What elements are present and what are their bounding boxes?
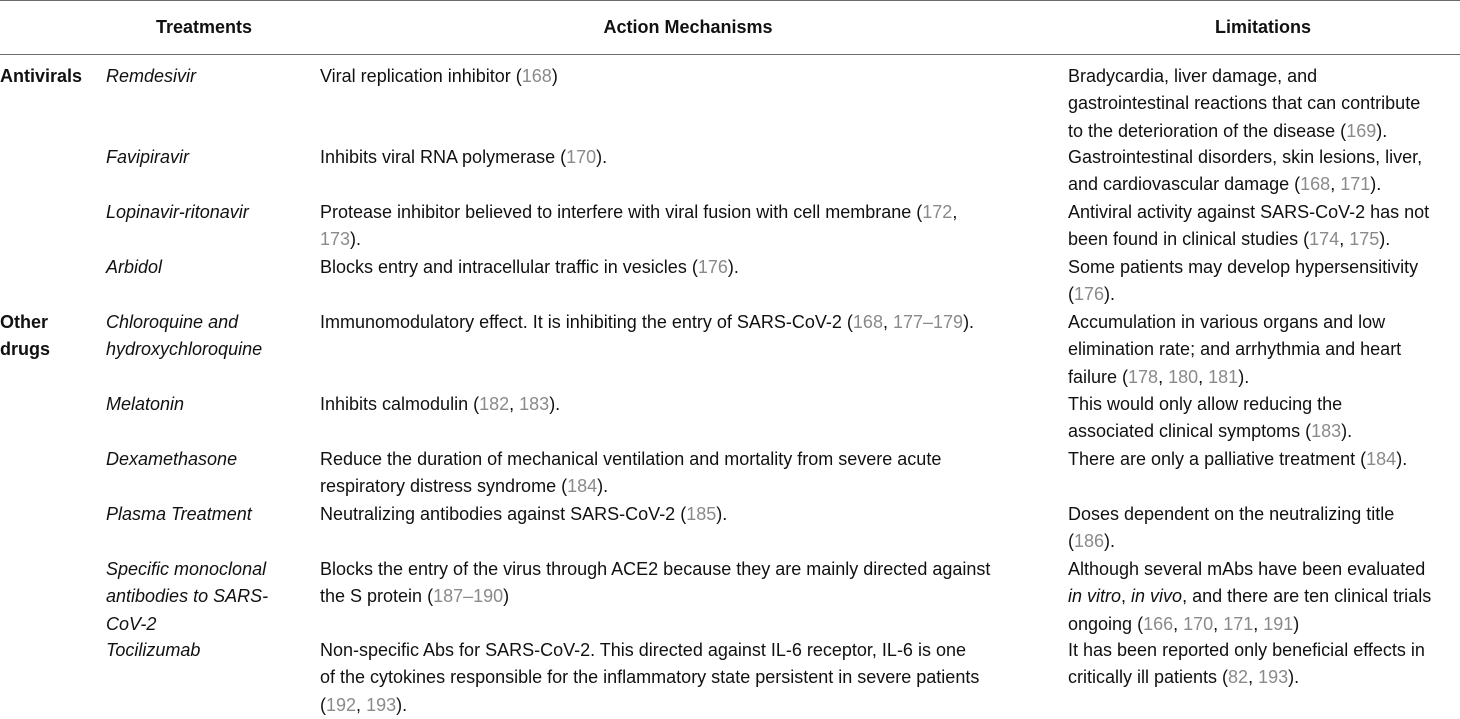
cell-line [106, 391, 184, 418]
cell-text: the S protein ( [320, 586, 434, 607]
cell-line [320, 63, 558, 90]
treatment-name [106, 391, 184, 418]
cell-text: CoV-2 [106, 613, 157, 634]
cell-text: in vivo [1131, 586, 1183, 607]
cell-text: Accumulation in various organs and low [1068, 312, 1386, 332]
cell-line [1068, 144, 1422, 171]
cell-text: Some patients may develop hypersensitivity [1068, 257, 1419, 277]
cell-line [1068, 63, 1420, 90]
cell-text: Dexamethasone [106, 449, 238, 469]
cell-text: to the deterioration of the disease ( [1068, 120, 1347, 141]
cell-line [106, 309, 262, 336]
treatment-name [106, 556, 268, 638]
cell-line [1068, 391, 1352, 418]
citation-ref[interactable]: 182 [479, 394, 510, 414]
cell-text: Neutralizing antibodies against SARS-CoV-2 ( [320, 504, 687, 524]
limitation [1068, 556, 1431, 638]
citation-ref[interactable]: 168 [1300, 174, 1331, 195]
cell-text: ) [503, 586, 510, 607]
cell-line [1068, 528, 1394, 555]
cell-line [320, 391, 560, 418]
cell-text: , [356, 694, 367, 715]
cell-line [1068, 556, 1431, 583]
cell-text: failure ( [1068, 366, 1129, 387]
cell-line [320, 446, 941, 473]
cell-line [106, 637, 200, 664]
cell-text: Non-specific Abs for SARS-CoV-2. This directed against IL-6 receptor, IL-6 is one [320, 640, 966, 660]
cell-text: ). [727, 257, 739, 277]
citation-ref[interactable]: 180 [1168, 366, 1199, 387]
cell-line [320, 309, 974, 336]
cell-line [1068, 118, 1420, 145]
action-mechanism [320, 446, 941, 501]
cell-line [320, 254, 739, 281]
cell-text: associated clinical symptoms ( [1068, 421, 1312, 442]
treatment-name [106, 254, 162, 281]
cell-text: Lopinavir-ritonavir [106, 202, 249, 222]
cell-text: Inhibits calmodulin ( [320, 394, 480, 414]
cell-text: Favipiravir [106, 147, 190, 167]
cell-text: , [1248, 667, 1259, 688]
action-mechanism [320, 254, 739, 281]
cell-line [1068, 637, 1425, 664]
cell-text: , [882, 312, 893, 332]
limitation [1068, 63, 1420, 145]
cell-line [1068, 446, 1407, 473]
cell-text: ). [1370, 174, 1382, 195]
cell-line [320, 199, 957, 226]
cell-line [320, 144, 607, 171]
cell-text: Inhibits viral RNA polymerase ( [320, 147, 567, 167]
treatment-name [106, 309, 262, 364]
cell-line [320, 501, 727, 528]
action-mechanism [320, 556, 990, 611]
cell-line [1068, 336, 1401, 363]
cell-text: ). [1341, 421, 1353, 442]
citation-ref[interactable]: 192 [326, 694, 357, 715]
limitation [1068, 637, 1425, 692]
cell-text: gastrointestinal reactions that can contribute [1068, 93, 1421, 114]
header-limitations: Limitations [1214, 17, 1311, 37]
cell-text: Melatonin [106, 394, 185, 414]
cell-text: Doses dependent on the neutralizing title [1068, 504, 1395, 524]
cell-text: , [1158, 366, 1169, 387]
cell-text: Blocks entry and intracellular traffic in vesicles ( [320, 257, 698, 277]
cell-text: ). [597, 476, 609, 497]
category-line: drugs [0, 339, 51, 360]
cell-text: This would only allow reducing the [1068, 394, 1343, 414]
citation-ref[interactable]: 184 [567, 476, 598, 497]
cell-text: , [1173, 613, 1184, 634]
cell-text: ). [1288, 667, 1300, 688]
citation-ref[interactable]: 181 [1208, 366, 1239, 387]
table-top-rule [0, 0, 1460, 1]
citation-ref[interactable]: 169 [1346, 120, 1377, 141]
citation-ref[interactable]: 172 [922, 202, 953, 222]
category-line: Antivirals [0, 66, 83, 86]
limitation [1068, 144, 1422, 199]
citation-ref[interactable]: 171 [1223, 613, 1254, 634]
category-label [0, 309, 50, 364]
cell-text: Arbidol [106, 257, 163, 277]
cell-text: Tocilizumab [106, 640, 201, 660]
action-mechanism [320, 144, 607, 171]
cell-text: ). [963, 312, 975, 332]
treatment-name [106, 446, 237, 473]
cell-line [1068, 664, 1425, 691]
citation-ref[interactable]: 82 [1228, 667, 1249, 688]
cell-line [320, 637, 979, 664]
cell-text: ). [1238, 366, 1250, 387]
citation-ref[interactable]: 193 [1258, 667, 1289, 688]
citation-ref[interactable]: 193 [366, 694, 397, 715]
cell-text: ( [1068, 531, 1074, 552]
cell-line [106, 254, 162, 281]
cell-text: , [509, 394, 520, 414]
treatment-name [106, 637, 200, 664]
cell-text: elimination rate; and arrhythmia and heart [1068, 339, 1402, 360]
cell-line [320, 226, 957, 253]
action-mechanism [320, 309, 974, 336]
citation-ref[interactable]: 168 [852, 312, 883, 332]
cell-text: Remdesivir [106, 66, 197, 86]
cell-text: Plasma Treatment [106, 504, 252, 524]
cell-text: Immunomodulatory effect. It is inhibiting the entry of SARS-CoV-2 ( [320, 312, 853, 332]
action-mechanism [320, 501, 727, 528]
cell-text: in vitro [1068, 586, 1122, 607]
cell-line [1068, 364, 1401, 391]
cell-line [106, 336, 262, 363]
citation-ref[interactable]: 186 [1074, 531, 1105, 552]
cell-text: ). [1379, 229, 1391, 250]
cell-line [320, 583, 990, 610]
cell-text: respiratory distress syndrome ( [320, 476, 568, 497]
citation-ref[interactable]: 171 [1340, 174, 1371, 195]
cell-text: ) [551, 66, 558, 86]
cell-line [1068, 199, 1429, 226]
cell-line [106, 199, 249, 226]
cell-text: , [1330, 174, 1341, 195]
cell-text: and cardiovascular damage ( [1068, 174, 1301, 195]
citation-ref[interactable]: 175 [1349, 229, 1380, 250]
cell-line [1068, 309, 1401, 336]
cell-line [106, 144, 189, 171]
header-bottom-rule [0, 54, 1460, 55]
cell-line [1068, 226, 1429, 253]
category-label [0, 63, 82, 90]
cell-text: It has been reported only beneficial effects in [1068, 640, 1425, 660]
cell-text: , [1339, 229, 1350, 250]
cell-text: Specific monoclonal [106, 559, 267, 579]
cell-text: ). [716, 504, 728, 524]
cell-text: Gastrointestinal disorders, skin lesions, liver, [1068, 147, 1423, 167]
citation-ref[interactable]: 191 [1263, 613, 1294, 634]
cell-text: ( [320, 694, 326, 715]
citation-ref[interactable]: 184 [1366, 449, 1397, 469]
cell-text: ) [1293, 613, 1300, 634]
action-mechanism [320, 637, 979, 719]
header-action-mechanisms: Action Mechanisms [603, 17, 773, 37]
cell-text: ongoing ( [1068, 613, 1144, 634]
cell-line [1068, 611, 1431, 638]
treatment-name [106, 63, 196, 90]
cell-text: ). [596, 147, 608, 167]
treatment-name [106, 501, 252, 528]
cell-text: ). [1104, 284, 1116, 305]
citation-ref[interactable]: 177–179 [892, 312, 964, 332]
cell-text: critically ill patients ( [1068, 667, 1229, 688]
citation-ref[interactable]: 176 [1074, 284, 1105, 305]
header-treatments: Treatments [155, 17, 253, 37]
limitation [1068, 446, 1407, 473]
cell-text: ). [1104, 531, 1116, 552]
limitation [1068, 501, 1394, 556]
category-line: Other [0, 312, 49, 332]
action-mechanism [320, 391, 560, 418]
cell-line [320, 692, 979, 719]
citation-ref[interactable]: 183 [519, 394, 550, 414]
cell-text: Chloroquine and [106, 312, 239, 332]
cell-text: ). [396, 694, 408, 715]
cell-line [1068, 90, 1420, 117]
cell-text: ( [1068, 284, 1074, 305]
citation-ref[interactable]: 187–190 [433, 586, 504, 607]
cell-line [320, 664, 979, 691]
limitation [1068, 309, 1401, 391]
cell-line [320, 556, 990, 583]
cell-text: , [1121, 586, 1132, 607]
citation-ref[interactable]: 178 [1128, 366, 1159, 387]
cell-line [320, 473, 941, 500]
citation-ref[interactable]: 185 [686, 504, 717, 524]
cell-line [1068, 254, 1418, 281]
cell-line [1068, 171, 1422, 198]
cell-text: been found in clinical studies ( [1068, 229, 1310, 250]
cell-text: ). [1376, 120, 1388, 141]
cell-text: Reduce the duration of mechanical ventilation and mortality from severe acute [320, 449, 942, 469]
cell-line [106, 611, 268, 638]
cell-line [1068, 418, 1352, 445]
cell-text: Blocks the entry of the virus through ACE2 because they are mainly directed against [320, 559, 991, 579]
cell-line [1068, 583, 1431, 610]
cell-text: of the cytokines responsible for the inflammatory state persistent in severe patients [320, 667, 980, 688]
cell-text: , and there are ten clinical trials [1182, 586, 1432, 607]
citation-ref[interactable]: 173 [320, 229, 351, 250]
cell-text: ). [350, 229, 362, 250]
cell-line [106, 63, 196, 90]
citation-ref[interactable]: 168 [521, 66, 552, 86]
cell-text: hydroxychloroquine [106, 339, 263, 360]
cell-line [106, 501, 252, 528]
citation-ref[interactable]: 166 [1143, 613, 1174, 634]
cell-text: ). [549, 394, 561, 414]
cell-line [1068, 281, 1418, 308]
citation-ref[interactable]: 176 [697, 257, 728, 277]
cell-text: , [1198, 366, 1209, 387]
citation-ref[interactable]: 183 [1311, 421, 1342, 442]
limitation [1068, 254, 1418, 309]
cell-text: ). [1396, 449, 1408, 469]
cell-text: Antiviral activity against SARS-CoV-2 has not [1068, 202, 1430, 222]
cell-text: Although several mAbs have been evaluated [1068, 559, 1426, 579]
cell-text: antibodies to SARS- [106, 586, 269, 607]
cell-line [1068, 501, 1394, 528]
treatment-name [106, 144, 189, 171]
action-mechanism [320, 63, 558, 90]
cell-text: , [1253, 613, 1264, 634]
limitation [1068, 199, 1429, 254]
cell-text: Bradycardia, liver damage, and [1068, 66, 1318, 86]
cell-text: , [952, 202, 958, 222]
cell-line [106, 583, 268, 610]
action-mechanism [320, 199, 957, 254]
citation-ref[interactable]: 174 [1309, 229, 1340, 250]
cell-text: , [1213, 613, 1224, 634]
citation-ref[interactable]: 170 [1183, 613, 1214, 634]
limitation [1068, 391, 1352, 446]
cell-text: There are only a palliative treatment ( [1068, 449, 1367, 469]
cell-line [106, 446, 237, 473]
cell-text: Protease inhibitor believed to interfere with viral fusion with cell membrane ( [320, 202, 923, 222]
treatment-name [106, 199, 249, 226]
cell-line [106, 556, 268, 583]
cell-text: Viral replication inhibitor ( [320, 66, 522, 86]
citation-ref[interactable]: 170 [566, 147, 597, 167]
